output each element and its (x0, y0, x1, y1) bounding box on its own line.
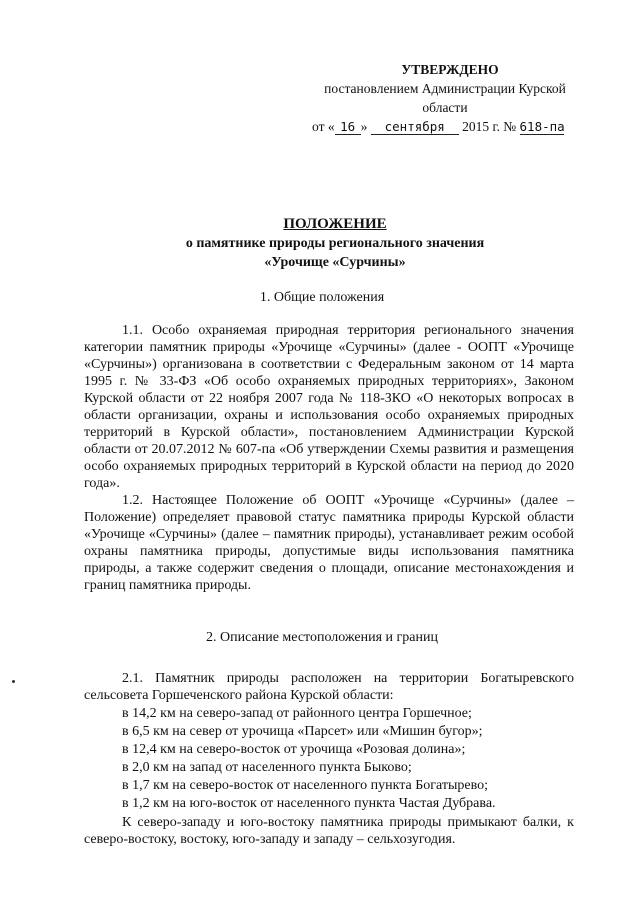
document-subtitle: «Урочище «Сурчины» (264, 255, 406, 270)
handwritten-day: 16 (335, 119, 361, 135)
document-heading (95, 215, 575, 272)
handwritten-month: сентября (371, 119, 459, 135)
list-item: в 6,5 км на север от урочища «Парсет» или «Мишин бугор»; (122, 724, 483, 739)
paragraph-1-1: 1.1. Особо охраняемая природная территория регионального значения категории памятник природы «Урочище «Сурчины» (далее - ООПТ «Урочище «Сурчины») организована в соответствии с Федеральным законом от 14 марта 1995 г. № 33-ФЗ «Об особо охраняемых природных территориях», Законом Курской области от 22 ноября 2007 года № 118-ЗКО «О некоторых вопросах в области организации, охраны и использования особо охраняемых природных территорий в Курской области», постановлением Администрации Курской области от 20.07.2012 № 607-па «Об утверждении Схемы развития и размещения особо охраняемых природных территорий в Курской области на период до 2020 года». (84, 323, 574, 491)
paragraph-2-boundaries: К северо-западу и юго-востоку памятника природы примыкают балки, к северо-востоку, востоку, юго-западу и западу – сельхозугодия. (84, 815, 574, 847)
list-item: в 1,2 км на юго-восток от населенного пункта Частая Дубрава. (122, 796, 496, 811)
document-title: ПОЛОЖЕНИЕ (283, 216, 387, 232)
approval-title: УТВЕРЖДЕНО (401, 62, 499, 77)
approval-block (300, 60, 590, 136)
handwritten-number: 618-па (519, 119, 565, 134)
section-2-title: 2. Описание местоположения и границ (206, 630, 438, 645)
approval-line: постановлением Администрации Курской (324, 81, 566, 96)
location-list (84, 705, 574, 813)
date-year: 2015 г. № (462, 119, 517, 134)
list-item: в 1,7 км на северо-восток от населенного пункта Богатырево; (122, 778, 488, 793)
list-item: в 2,0 км на запад от населенного пункта Быково; (122, 760, 412, 775)
approval-line: области (422, 100, 468, 115)
paragraph-2-1: 2.1. Памятник природы расположен на территории Богатыревского сельсовета Горшеченского района Курской области: (84, 671, 574, 703)
section-1-title: 1. Общие положения (259, 290, 385, 305)
scan-speck (12, 680, 15, 683)
document-subtitle: о памятнике природы регионального значения (185, 236, 485, 251)
list-item: в 12,4 км на северо-восток от урочища «Розовая долина»; (122, 742, 466, 757)
section-1-body (84, 322, 574, 594)
approval-date-line (300, 117, 590, 136)
date-mid: » (360, 119, 368, 134)
list-item: в 14,2 км на северо-запад от районного центра Горшечное; (122, 706, 472, 721)
paragraph-1-2: 1.2. Настоящее Положение об ООПТ «Урочище «Сурчины» (далее – Положение) определяет правовой статус памятника природы Курской области «Урочище «Сурчины» (далее – памятник природы), устанавливает режим особой охраны памятника природы, допустимые виды использования памятника природы, а также содержит сведения о площади, описание местонахождения и границ памятника природы. (84, 493, 574, 593)
date-prefix: от « (312, 119, 335, 134)
